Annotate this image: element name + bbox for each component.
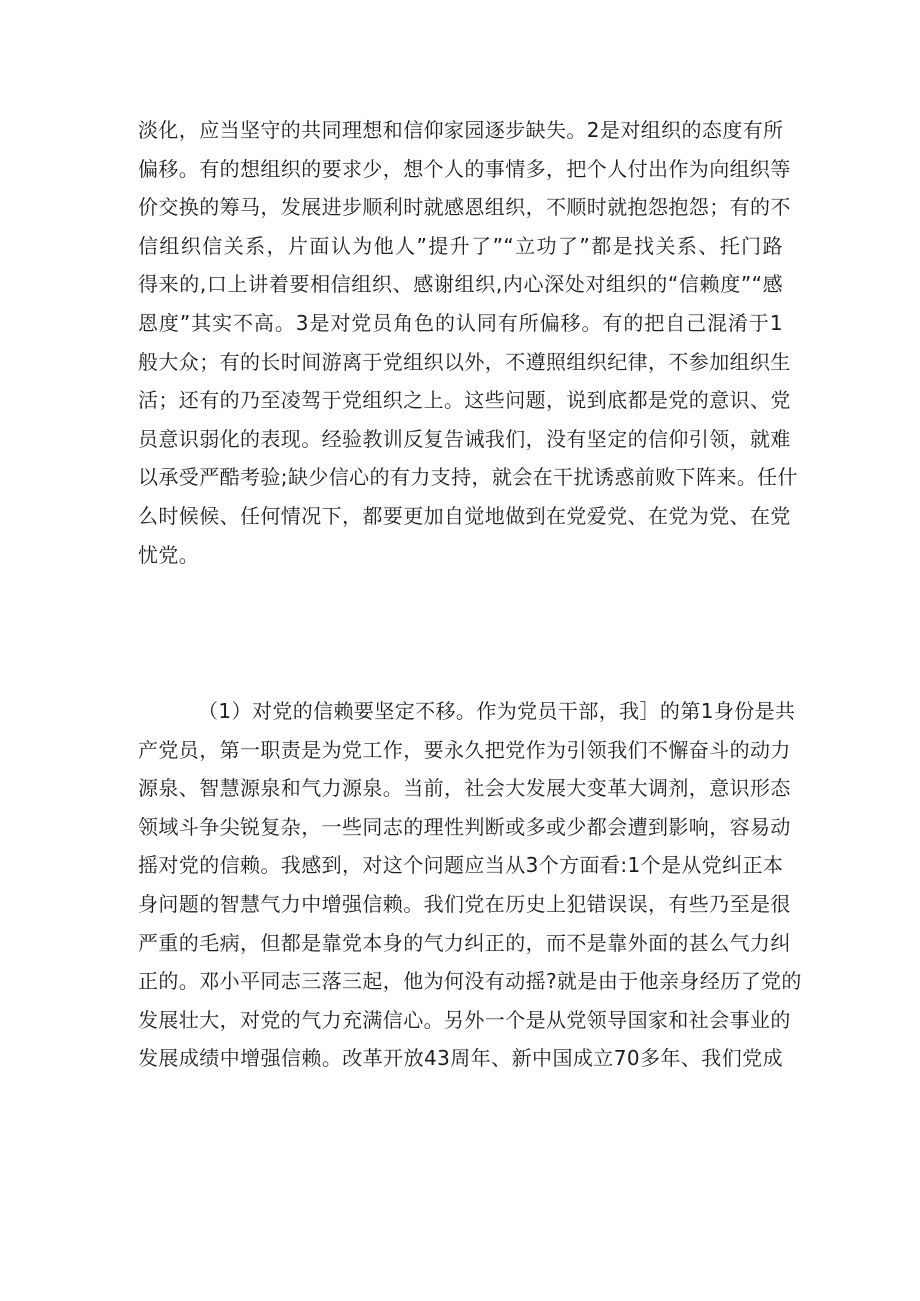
paragraph-line: 价交换的筹马，发展进步顺利时就感恩组织，不顺时就抱怨抱怨；有的不 [138,195,791,220]
paragraph-line: 正的。邓小平同志三落三起，他为何没有动摇?就是由于他亲身经历了党的 [138,969,802,994]
paragraph-1 [138,111,798,574]
paragraph-line: 产党员，第一职责是为党工作，要永久把党作为引领我们不懈奋斗的动力 [138,737,791,762]
paragraph-line: 得来的,口上讲着要相信组织、感谢组织,内心深处对组织的“信赖度”“感 [138,272,783,297]
paragraph-line: 恩度”其实不高。3是对党员角色的认同有所偏移。有的把自己混淆于1 [138,310,783,335]
paragraph-line: 发展成绩中增强信赖。改革开放43周年、新中国成立70多年、我们党成 [138,1046,783,1071]
paragraph-line-indented: （1）对党的信赖要坚定不移。作为党员干部，我］的第1身份是共 [198,699,796,723]
paragraph-line: 摇对党的信赖。我感到，对这个问题应当从3个方面看:1个是从党纠正本 [138,853,784,878]
paragraph-line: 信组织信关系，片面认为他人”提升了”“立功了”都是找关系、托门路 [138,233,783,258]
paragraph-line: 淡化，应当坚守的共同理想和信仰家园逐步缺失。2是对组织的态度有所 [138,118,784,142]
paragraph-line: 身问题的智慧气力中增强信赖。我们党在历史上犯错误误，有些乃至是很 [138,891,791,916]
paragraph-line: 忧党。 [138,542,200,567]
paragraph-line: 领域斗争尖锐复杂，一些同志的理性判断或多或少都会遭到影响，容易动 [138,814,791,839]
paragraph-line: 活；还有的乃至凌驾于党组织之上。这些问题，说到底都是党的意识、党 [138,388,791,413]
paragraph-line: 严重的毛病，但都是靠党本身的气力纠正的，而不是靠外面的甚么气力纠 [138,930,791,955]
paragraph-line: 以承受严酷考验;缺少信心的有力支持，就会在干扰诱惑前败下阵来。任什 [138,465,798,490]
paragraph-line: 么时候候、任何情况下，都要更加自觉地做到在党爱党、在党为党、在党 [138,503,791,528]
paragraph-line: 偏移。有的想组织的要求少，想个人的事情多，把个人付出作为向组织等 [138,156,791,181]
paragraph-line: 员意识弱化的表现。经验教训反复告诫我们，没有坚定的信仰引领，就难 [138,426,791,451]
paragraph-line: 般大众；有的长时间游离于党组织以外，不遵照组织纪律，不参加组织生 [138,349,791,374]
paragraph-line: 发展壮大，对党的气力充满信心。另外一个是从党领导国家和社会事业的 [138,1007,791,1032]
paragraph-line: 源泉、智慧源泉和气力源泉。当前，社会大发展大变革大调剂，意识形态 [138,776,791,801]
paragraph-2 [138,692,802,1078]
